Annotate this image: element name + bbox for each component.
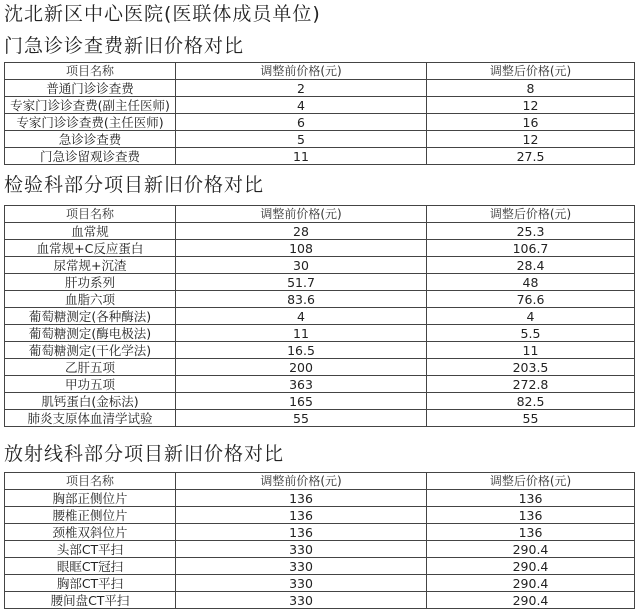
table-row: [5, 507, 635, 524]
item-name-cell: 肺炎支原体血清学试验: [5, 410, 176, 427]
table-row: [5, 257, 635, 274]
header-row: [5, 473, 635, 490]
price-before-cell: 16.5: [176, 342, 427, 359]
price-after-cell: 16: [427, 114, 635, 131]
outpatient-fee-table: [4, 62, 635, 165]
price-after-cell: 55: [427, 410, 635, 427]
item-name-cell: 乙肝五项: [5, 359, 176, 376]
table-row: [5, 80, 635, 97]
section-title-outpatient: 门急诊诊查费新旧价格对比: [4, 35, 245, 57]
table-body: [5, 490, 635, 609]
price-before-cell: 28: [176, 223, 427, 240]
item-name-cell: 血常规: [5, 223, 176, 240]
price-before-cell: 83.6: [176, 291, 427, 308]
table-row: [5, 148, 635, 165]
price-before-cell: 4: [176, 308, 427, 325]
header-item-name: 项目名称: [5, 206, 176, 223]
price-after-cell: 76.6: [427, 291, 635, 308]
header-row: [5, 63, 635, 80]
header-item-name: 项目名称: [5, 63, 176, 80]
price-after-cell: 136: [427, 507, 635, 524]
radiology-fee-table: [4, 472, 635, 609]
price-before-cell: 11: [176, 148, 427, 165]
price-after-cell: 290.4: [427, 558, 635, 575]
item-name-cell: 血常规+C反应蛋白: [5, 240, 176, 257]
price-after-cell: 290.4: [427, 575, 635, 592]
price-after-cell: 4: [427, 308, 635, 325]
section-title-radiology: 放射线科部分项目新旧价格对比: [4, 443, 285, 465]
table-row: [5, 274, 635, 291]
price-before-cell: 330: [176, 541, 427, 558]
table-header: [5, 63, 635, 80]
item-name-cell: 葡萄糖测定(干化学法): [5, 342, 176, 359]
header-price-before: 调整前价格(元): [176, 63, 427, 80]
price-after-cell: 106.7: [427, 240, 635, 257]
item-name-cell: 腰间盘CT平扫: [5, 592, 176, 609]
table-row: [5, 359, 635, 376]
price-before-cell: 6: [176, 114, 427, 131]
price-before-cell: 5: [176, 131, 427, 148]
item-name-cell: 血脂六项: [5, 291, 176, 308]
table-row: [5, 114, 635, 131]
price-after-cell: 12: [427, 131, 635, 148]
item-name-cell: 眼眶CT冠扫: [5, 558, 176, 575]
price-before-cell: 330: [176, 558, 427, 575]
price-after-cell: 5.5: [427, 325, 635, 342]
price-before-cell: 55: [176, 410, 427, 427]
price-after-cell: 290.4: [427, 541, 635, 558]
header-item-name: 项目名称: [5, 473, 176, 490]
price-after-cell: 11: [427, 342, 635, 359]
price-after-cell: 82.5: [427, 393, 635, 410]
item-name-cell: 颈椎双斜位片: [5, 524, 176, 541]
price-after-cell: 48: [427, 274, 635, 291]
item-name-cell: 葡萄糖测定(酶电极法): [5, 325, 176, 342]
price-after-cell: 12: [427, 97, 635, 114]
price-after-cell: 25.3: [427, 223, 635, 240]
table-row: [5, 592, 635, 609]
item-name-cell: 头部CT平扫: [5, 541, 176, 558]
document-title: 沈北新区中心医院(医联体成员单位): [4, 3, 321, 25]
table-row: [5, 342, 635, 359]
price-before-cell: 165: [176, 393, 427, 410]
item-name-cell: 专家门诊诊查费(主任医师): [5, 114, 176, 131]
section-title-laboratory: 检验科部分项目新旧价格对比: [4, 174, 265, 196]
header-price-before: 调整前价格(元): [176, 473, 427, 490]
table-row: [5, 393, 635, 410]
table-row: [5, 308, 635, 325]
price-before-cell: 136: [176, 524, 427, 541]
price-after-cell: 290.4: [427, 592, 635, 609]
price-after-cell: 27.5: [427, 148, 635, 165]
price-after-cell: 8: [427, 80, 635, 97]
item-name-cell: 葡萄糖测定(各种酶法): [5, 308, 176, 325]
price-after-cell: 272.8: [427, 376, 635, 393]
price-before-cell: 51.7: [176, 274, 427, 291]
item-name-cell: 甲功五项: [5, 376, 176, 393]
item-name-cell: 专家门诊诊查费(副主任医师): [5, 97, 176, 114]
item-name-cell: 肝功系列: [5, 274, 176, 291]
item-name-cell: 胸部CT平扫: [5, 575, 176, 592]
header-price-after: 调整后价格(元): [427, 473, 635, 490]
item-name-cell: 腰椎正侧位片: [5, 507, 176, 524]
table-row: [5, 524, 635, 541]
table-header: [5, 473, 635, 490]
item-name-cell: 肌钙蛋白(金标法): [5, 393, 176, 410]
price-before-cell: 363: [176, 376, 427, 393]
price-before-cell: 330: [176, 592, 427, 609]
price-before-cell: 108: [176, 240, 427, 257]
table-row: [5, 575, 635, 592]
price-after-cell: 136: [427, 524, 635, 541]
price-before-cell: 30: [176, 257, 427, 274]
table-row: [5, 291, 635, 308]
table-row: [5, 410, 635, 427]
table-row: [5, 376, 635, 393]
item-name-cell: 胸部正侧位片: [5, 490, 176, 507]
price-before-cell: 2: [176, 80, 427, 97]
item-name-cell: 急诊诊查费: [5, 131, 176, 148]
table-row: [5, 97, 635, 114]
price-after-cell: 136: [427, 490, 635, 507]
table-body: [5, 223, 635, 427]
table-header: [5, 206, 635, 223]
price-before-cell: 330: [176, 575, 427, 592]
table-row: [5, 541, 635, 558]
table-body: [5, 80, 635, 165]
table-row: [5, 240, 635, 257]
header-price-after: 调整后价格(元): [427, 63, 635, 80]
price-before-cell: 136: [176, 507, 427, 524]
header-row: [5, 206, 635, 223]
price-after-cell: 28.4: [427, 257, 635, 274]
price-before-cell: 200: [176, 359, 427, 376]
item-name-cell: 门急诊留观诊查费: [5, 148, 176, 165]
table-row: [5, 490, 635, 507]
header-price-before: 调整前价格(元): [176, 206, 427, 223]
table-row: [5, 223, 635, 240]
laboratory-fee-table: [4, 205, 635, 427]
table-row: [5, 558, 635, 575]
price-after-cell: 203.5: [427, 359, 635, 376]
item-name-cell: 尿常规+沉渣: [5, 257, 176, 274]
table-row: [5, 325, 635, 342]
table-row: [5, 131, 635, 148]
price-before-cell: 11: [176, 325, 427, 342]
price-before-cell: 4: [176, 97, 427, 114]
price-before-cell: 136: [176, 490, 427, 507]
item-name-cell: 普通门诊诊查费: [5, 80, 176, 97]
header-price-after: 调整后价格(元): [427, 206, 635, 223]
